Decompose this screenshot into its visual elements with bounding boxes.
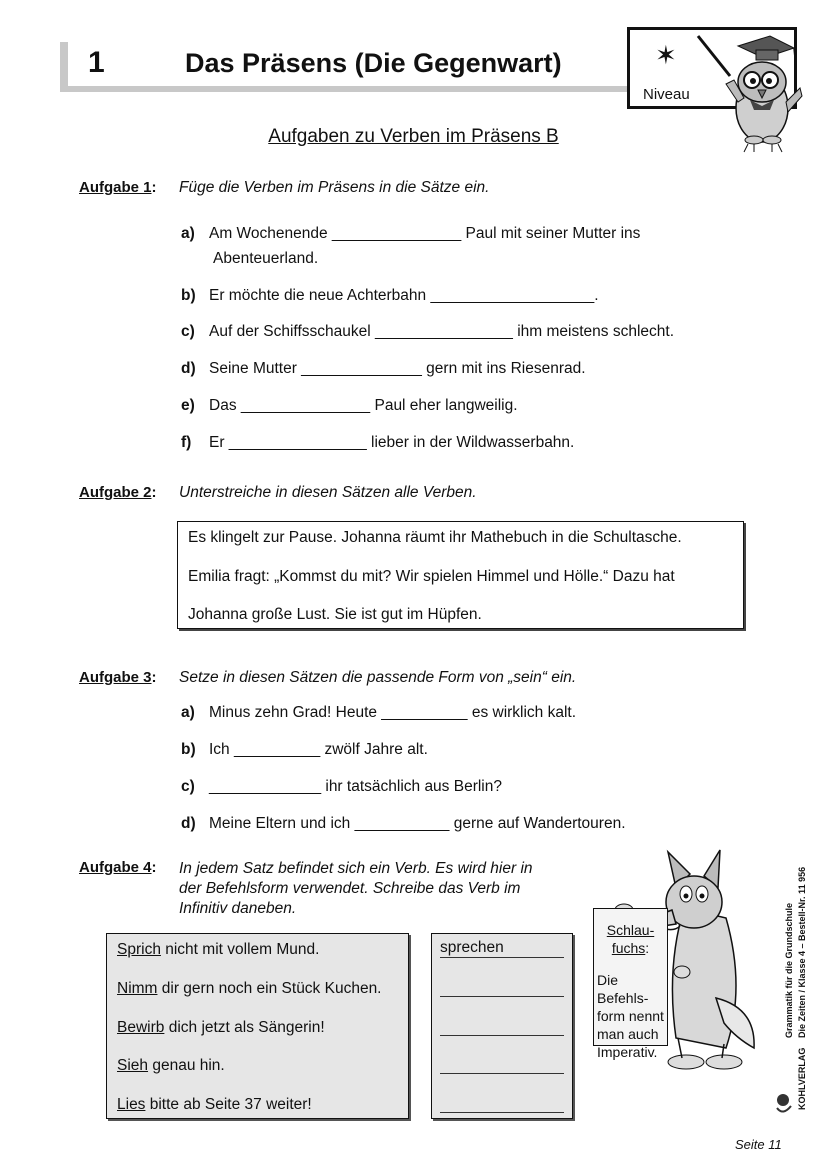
answer-field-2[interactable] <box>440 978 564 997</box>
chapter-number: 1 <box>88 46 105 79</box>
side-series-title: Grammatik für die Grundschule <box>784 902 794 1038</box>
task2-line-3: Johanna große Lust. Sie ist gut im Hüpfen. <box>188 606 482 623</box>
task1-item-a-cont: Abenteuerland. <box>213 250 319 267</box>
task4-sentence-3: Bewirb dich jetzt als Sängerin! <box>117 1019 325 1036</box>
answer-field-3[interactable] <box>440 1017 564 1036</box>
chapter-title: Das Präsens (Die Gegenwart) <box>185 48 562 78</box>
task2-line-1: Es klingelt zur Pause. Johanna räumt ihr Mathebuch in die Schultasche. <box>188 529 682 546</box>
task3-item-a: a) Minus zehn Grad! Heute __________ es wirklich kalt. <box>181 704 577 721</box>
task1-item-f: f) Er ________________ lieber in der Wildwasserbahn. <box>181 434 575 451</box>
task1-item-c: c) Auf der Schiffsschaukel ________________ ihm meistens schlecht. <box>181 323 675 340</box>
task4-sentences-box <box>106 933 409 1119</box>
task1-item-e: e) Das _______________ Paul eher langweilig. <box>181 397 518 414</box>
side-order-info: Die Zeiten / Klasse 4 – Bestell-Nr. 11 956 <box>797 866 807 1038</box>
task1-instruction: Füge die Verben im Präsens in die Sätze ein. <box>179 179 490 196</box>
task2-line-2: Emilia fragt: „Kommst du mit? Wir spielen Himmel und Hölle.“ Dazu hat <box>188 568 675 585</box>
task4-sentence-5: Lies bitte ab Seite 37 weiter! <box>117 1096 312 1113</box>
task1-label: Aufgabe 1: <box>79 179 157 196</box>
task2-instruction: Unterstreiche in diesen Sätzen alle Verben. <box>179 484 477 501</box>
worksheet-subtitle: Aufgaben zu Verben im Präsens B <box>268 126 559 147</box>
task2-text-box <box>177 521 744 629</box>
task3-item-d: d) Meine Eltern und ich ___________ gerne auf Wandertouren. <box>181 815 626 832</box>
task3-item-b: b) Ich __________ zwölf Jahre alt. <box>181 741 428 758</box>
task4-label: Aufgabe 4: <box>79 859 157 876</box>
answer-field-5[interactable] <box>440 1094 564 1113</box>
answer-field-4[interactable] <box>440 1055 564 1074</box>
tip-title: Schlau- fuchs: <box>606 922 655 956</box>
tip-sign <box>593 908 668 1060</box>
publisher-name: KOHLVERLAG <box>797 1047 807 1110</box>
task4-instruction: In jedem Satz befindet sich ein Verb. Es wird hier in der Befehlsform verwendet. Schreibe das Verb im Infinitiv daneben. <box>179 860 533 917</box>
task3-item-c: c) _____________ ihr tatsächlich aus Berlin? <box>181 778 502 795</box>
task3-label: Aufgabe 3: <box>79 669 157 686</box>
task2-label: Aufgabe 2: <box>79 484 157 501</box>
niveau-label: Niveau <box>643 86 690 103</box>
task4-sentence-4: Sieh genau hin. <box>117 1057 225 1074</box>
header-bar-left <box>60 42 68 92</box>
task1-item-a: a) Am Wochenende _______________ Paul mit seiner Mutter ins <box>181 225 641 242</box>
tip-text: Die Befehls- form nennt man auch Imperativ. <box>597 972 664 1060</box>
page-number: Seite 11 <box>735 1137 782 1152</box>
answer-field-1[interactable]: sprechen <box>440 939 564 958</box>
task3-instruction: Setze in diesen Sätzen die passende Form von „sein“ ein. <box>179 669 577 686</box>
task4-sentence-1: Sprich nicht mit vollem Mund. <box>117 941 320 958</box>
task1-item-b: b) Er möchte die neue Achterbahn ___________________. <box>181 287 599 304</box>
task1-item-d: d) Seine Mutter ______________ gern mit ins Riesenrad. <box>181 360 586 377</box>
star-icon: ✶ <box>655 40 677 70</box>
header-bar-bottom <box>60 86 628 92</box>
task4-sentence-2: Nimm dir gern noch ein Stück Kuchen. <box>117 980 382 997</box>
task4-answer-box <box>431 933 573 1119</box>
publisher-logo-icon <box>773 1092 793 1116</box>
